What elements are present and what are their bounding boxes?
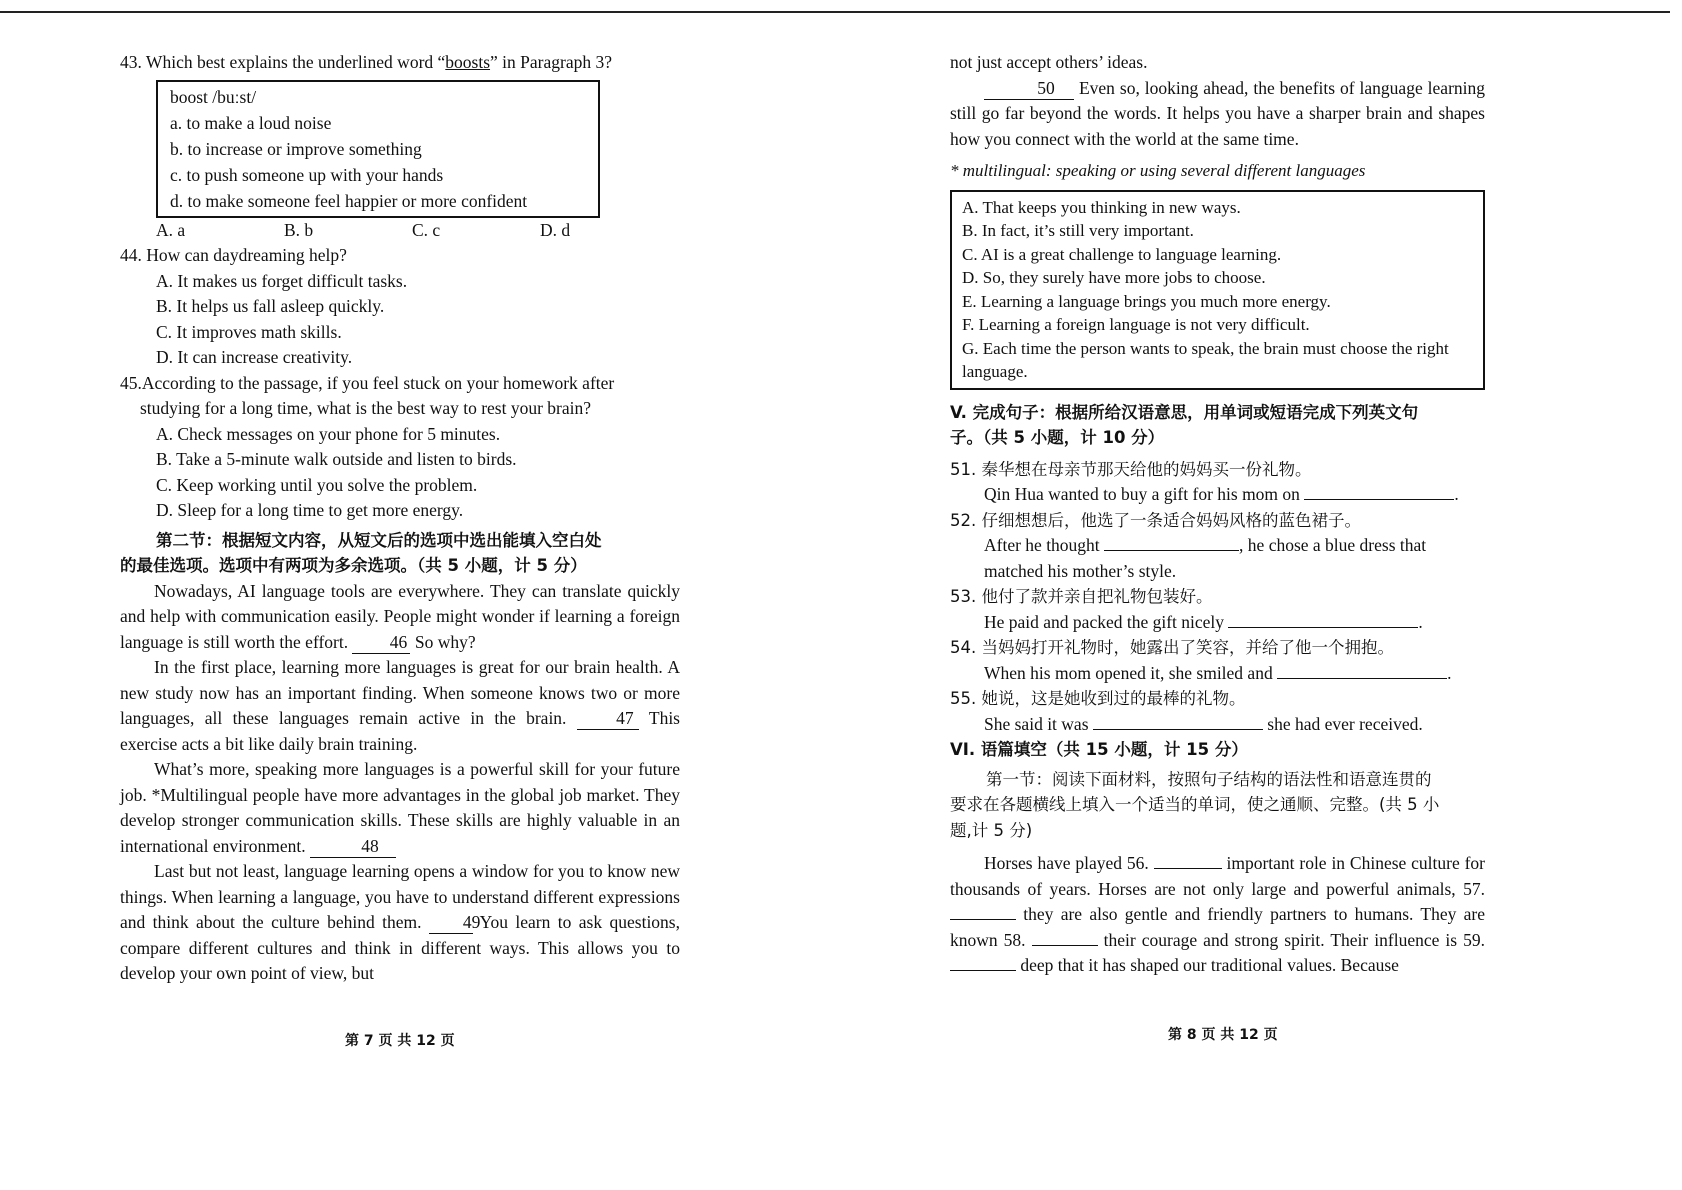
passage-continuation: not just accept others’ ideas. [950,52,1148,72]
section-2-instruction: 第二节：根据短文内容，从短文后的选项中选出能填入空白处 [156,530,602,550]
dictionary-sense: b. to increase or improve something [170,138,422,159]
blank-53[interactable] [1228,627,1418,628]
horses-passage: Horses have played 56. important role in Chinese culture for thousands of years. Horses are not only large and powerful animals, 57. they are also gentle and friendly partners to humans. They are known 58. their courage and strong spirit. Their influence is 59. deep that it has shaped our traditional values. Because [950,853,1486,975]
option-b: B. Take a 5-minute walk outside and listen to birds. [156,449,517,469]
passage-paragraph-1: Nowadays, AI language tools are everywhere. They can translate quickly and help with communication easily. People might wonder if learning a foreign language is still worth the effort. 46 So why? [120,580,680,652]
right-page [950,50,1485,979]
section-5-title-cont: 子。（共 5 小题，计 10 分） [950,428,1165,447]
section-5-title: V. 完成句子：根据所给汉语意思，用单词或短语完成下列英文句 [950,402,1419,422]
sentence-52: 52. 仔细想想后，他选了一条适合妈妈风格的蓝色裙子。 After he thought , he chose a blue dress that matched his mother’s style. [950,510,1427,581]
passage-paragraph-5: 50 Even so, looking ahead, the benefits of language learning still go far beyond the words. It helps you have a sharper brain and shapes how you connect with the world at the same time. [950,77,1486,149]
choice-c: C. c [412,219,441,240]
passage-paragraph-4: Last but not least, language learning opens a window for you to know new things. When learning a language, you have to understand different expressions and think about the culture behind them. 49 You learn to ask questions, compare different cultures and think in different ways. This allows you to develop your own point of view, but [120,861,680,983]
dictionary-box [156,80,600,218]
dictionary-headword: boost /buːst/ [170,86,257,107]
option-c: C. It improves math skills. [156,321,342,342]
option-g: G. Each time the person wants to speak, the brain must choose the right language. [962,338,1449,381]
passage-paragraph-3: What’s more, speaking more languages is a powerful skill for your future job. *Multilingual people have more advantages in the global job market. They develop stronger communication skills. These skills are highly valuable in an international environment. 48 [120,759,680,856]
blank-52[interactable] [1104,550,1239,551]
option-b: B. In fact, it’s still very important. [962,221,1194,240]
blank-46[interactable]: 46 [352,631,410,654]
option-d: D. It can increase creativity. [156,347,353,367]
sentence-51: 51. 秦华想在母亲节那天给他的妈妈买一份礼物。 Qin Hua wanted to buy a gift for his mom on . [950,459,1459,504]
blank-54[interactable] [1277,678,1447,679]
option-a: A. It makes us forget difficult tasks. [156,270,408,291]
choice-d: D. d [540,219,571,240]
option-a: A. Check messages on your phone for 5 minutes. [156,423,501,444]
dictionary-sense: a. to make a loud noise [170,112,332,133]
question-44: 44. How can daydreaming help? [120,245,347,265]
option-c: C. Keep working until you solve the problem. [156,474,478,495]
section-6-title: VI. 语篇填空（共 15 小题，计 15 分） [950,740,1248,759]
section-6-instruction-end: 题,计 5 分) [950,820,1033,840]
underlined-word: boosts [445,52,491,72]
option-b: B. It helps us fall asleep quickly. [156,296,385,316]
section-6-instruction: 第一节：阅读下面材料，按照句子结构的语法性和语意连贯的 [986,769,1432,789]
section-2-instruction-cont: 的最佳选项。选项中有两项为多余选项。（共 5 小题，计 5 分） [120,556,587,575]
footnote: * multilingual: speaking or using several different languages [950,161,1366,180]
blank-49[interactable]: 49 [429,911,473,934]
option-d: D. Sleep for a long time to get more energy. [156,500,464,520]
q43-choices [156,218,680,244]
sentence-55: 55. 她说，这是她收到过的最棒的礼物。 She said it was she had ever received. [950,689,1423,734]
passage-paragraph-2: In the first place, learning more languages is great for our brain health. A new study now has an important finding. When someone knows two or more languages, all these languages remain active in the brain. 47 This exercise acts a bit like daily brain training. [120,657,680,754]
blank-56[interactable] [1154,868,1222,869]
page-number-right: 第 8 页 共 12 页 [1168,1027,1278,1043]
question-43: 43. Which best explains the underlined word “boosts” in Paragraph 3? [120,52,612,72]
option-d: D. So, they surely have more jobs to choose. [962,268,1266,287]
blank-55[interactable] [1093,729,1263,730]
option-f: F. Learning a foreign language is not very difficult. [962,315,1310,334]
blank-50[interactable]: 50 [984,77,1074,100]
sentence-54: 54. 当妈妈打开礼物时，她露出了笑容，并给了他一个拥抱。 When his mom opened it, she smiled and . [950,638,1452,683]
options-box [950,190,1485,390]
blank-48[interactable]: 48 [310,835,396,858]
blank-59[interactable] [950,970,1016,971]
page-number-left: 第 7 页 共 12 页 [345,1033,455,1049]
sentence-53: 53. 他付了款并亲自把礼物包装好。 He paid and packed the gift nicely . [950,587,1423,632]
blank-57[interactable] [950,919,1016,920]
section-6-instruction-cont: 要求在各题横线上填入一个适当的单词，使之通顺、完整。(共 5 小 [950,795,1440,814]
dictionary-sense: d. to make someone feel happier or more confident [170,190,528,211]
option-c: C. AI is a great challenge to language learning. [962,244,1282,264]
dictionary-sense: c. to push someone up with your hands [170,164,444,185]
option-e: E. Learning a language brings you much more energy. [962,291,1331,311]
choice-b: B. b [284,219,314,240]
choice-a: A. a [156,219,186,240]
left-page [120,50,680,987]
blank-58[interactable] [1032,945,1098,946]
question-45-cont: studying for a long time, what is the best way to rest your brain? [140,398,592,418]
question-45: 45.According to the passage, if you feel stuck on your homework after [120,372,615,393]
option-a: A. That keeps you thinking in new ways. [962,197,1241,217]
top-border-line [0,11,1670,13]
blank-51[interactable] [1304,499,1454,500]
blank-47[interactable]: 47 [577,707,639,730]
